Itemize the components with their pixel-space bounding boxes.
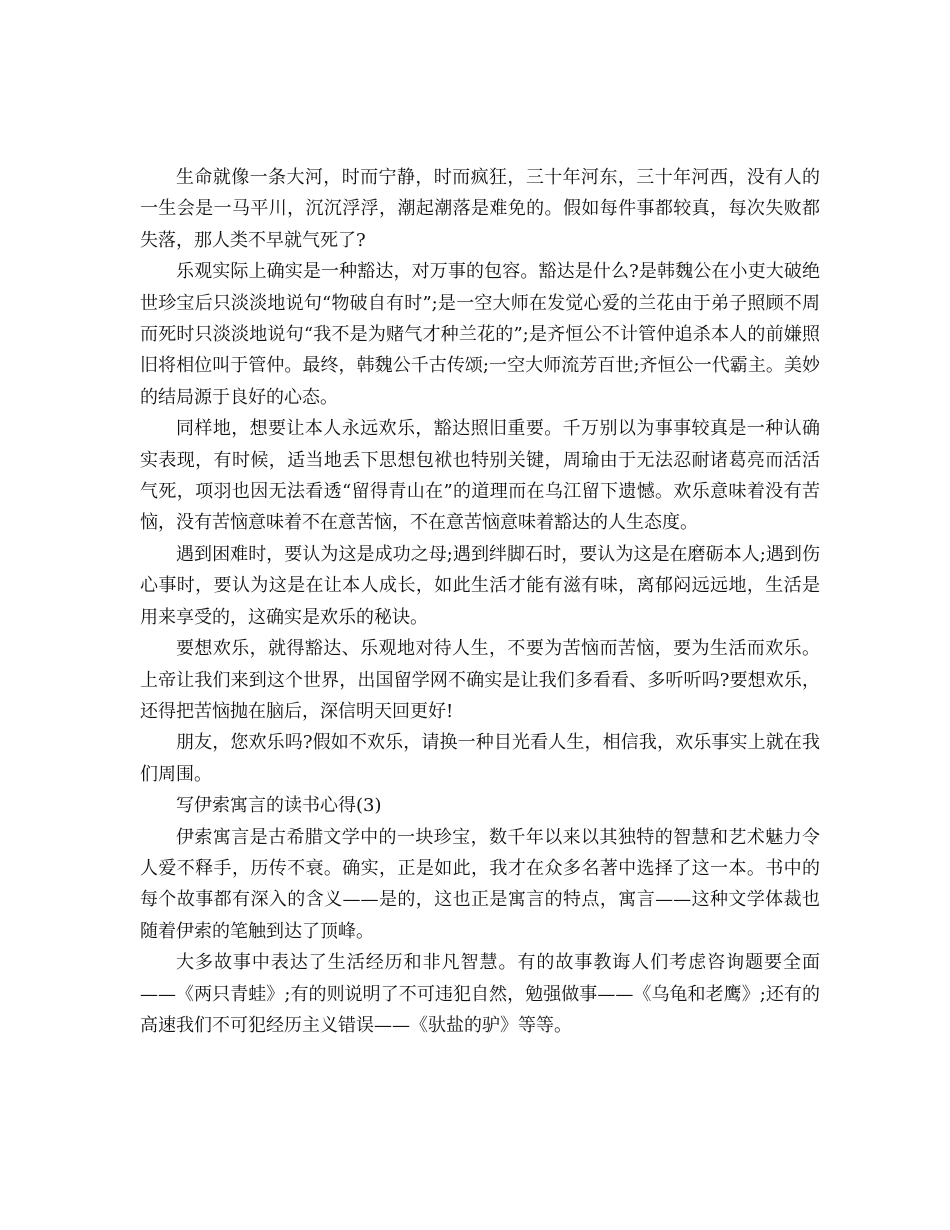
paragraph-8: 大多故事中表达了生活经历和非凡智慧。有的故事教诲人们考虑咨询题要全面——《两只青蛙》;有的则说明了不可违犯自然，勉强做事——《乌龟和老鹰》;还有的高速我们不可犯经历主义错误——《驮盐的驴》等等。 — [140, 952, 820, 1036]
paragraph-7: 伊索寓言是古希腊文学中的一块珍宝，数千年以来以其独特的智慧和艺术魅力令人爱不释手，历传不衰。确实，正是如此，我才在众多名著中选择了这一本。书中的每个故事都有深入的含义——是的，这也正是寓言的特点，寓言——这种文学体裁也随着伊索的笔触到达了顶峰。 — [140, 826, 820, 942]
paragraph-5: 要想欢乐，就得豁达、乐观地对待人生，不要为苦恼而苦恼，要为生活而欢乐。上帝让我们来到这个世界，出国留学网不确实是让我们多看看、多听听吗?要想欢乐，还得把苦恼抛在脑后，深信明天回更好! — [140, 638, 820, 722]
paragraph-3: 同样地，想要让本人永远欢乐，豁达照旧重要。千万别以为事事较真是一种认确实表现，有时候，适当地丢下思想包袱也特别关键，周瑜由于无法忍耐诸葛亮而活活气死，项羽也因无法看透“留得青山在”的道理而在乌江留下遗憾。欢乐意味着没有苦恼，没有苦恼意味着不在意苦恼，不在意苦恼意味着豁达的人生态度。 — [140, 418, 820, 534]
paragraph-4: 遇到困难时，要认为这是成功之母;遇到绊脚石时，要认为这是在磨砺本人;遇到伤心事时，要认为这是在让本人成长，如此生活才能有滋有味，离郁闷远远地，生活是用来享受的，这确实是欢乐的秘诀。 — [140, 543, 820, 628]
paragraph-2: 乐观实际上确实是一种豁达，对万事的包容。豁达是什么?是韩魏公在小吏大破绝世珍宝后只淡淡地说句“物破自有时”;是一空大师在发觉心爱的兰花由于弟子照顾不周而死时只淡淡地说句“我不是为赌气才种兰花的”;是齐恒公不计管仲追杀本人的前嫌照旧将相位叫于管仲。最终，韩魏公千古传颂;一空大师流芳百世;齐恒公一代霸主。美妙的结局源于良好的心态。 — [140, 261, 820, 408]
paragraph-1: 生命就像一条大河，时而宁静，时而疯狂，三十年河东，三十年河西，没有人的一生会是一马平川，沉沉浮浮，潮起潮落是难免的。假如每件事都较真，每次失败都失落，那人类不早就气死了? — [140, 167, 820, 251]
paragraph-6: 朋友，您欢乐吗?假如不欢乐，请换一种目光看人生，相信我，欢乐事实上就在我们周围。 — [140, 732, 820, 785]
document-body — [140, 162, 820, 1041]
section-heading: 写伊索寓言的读书心得(3) — [176, 795, 382, 817]
